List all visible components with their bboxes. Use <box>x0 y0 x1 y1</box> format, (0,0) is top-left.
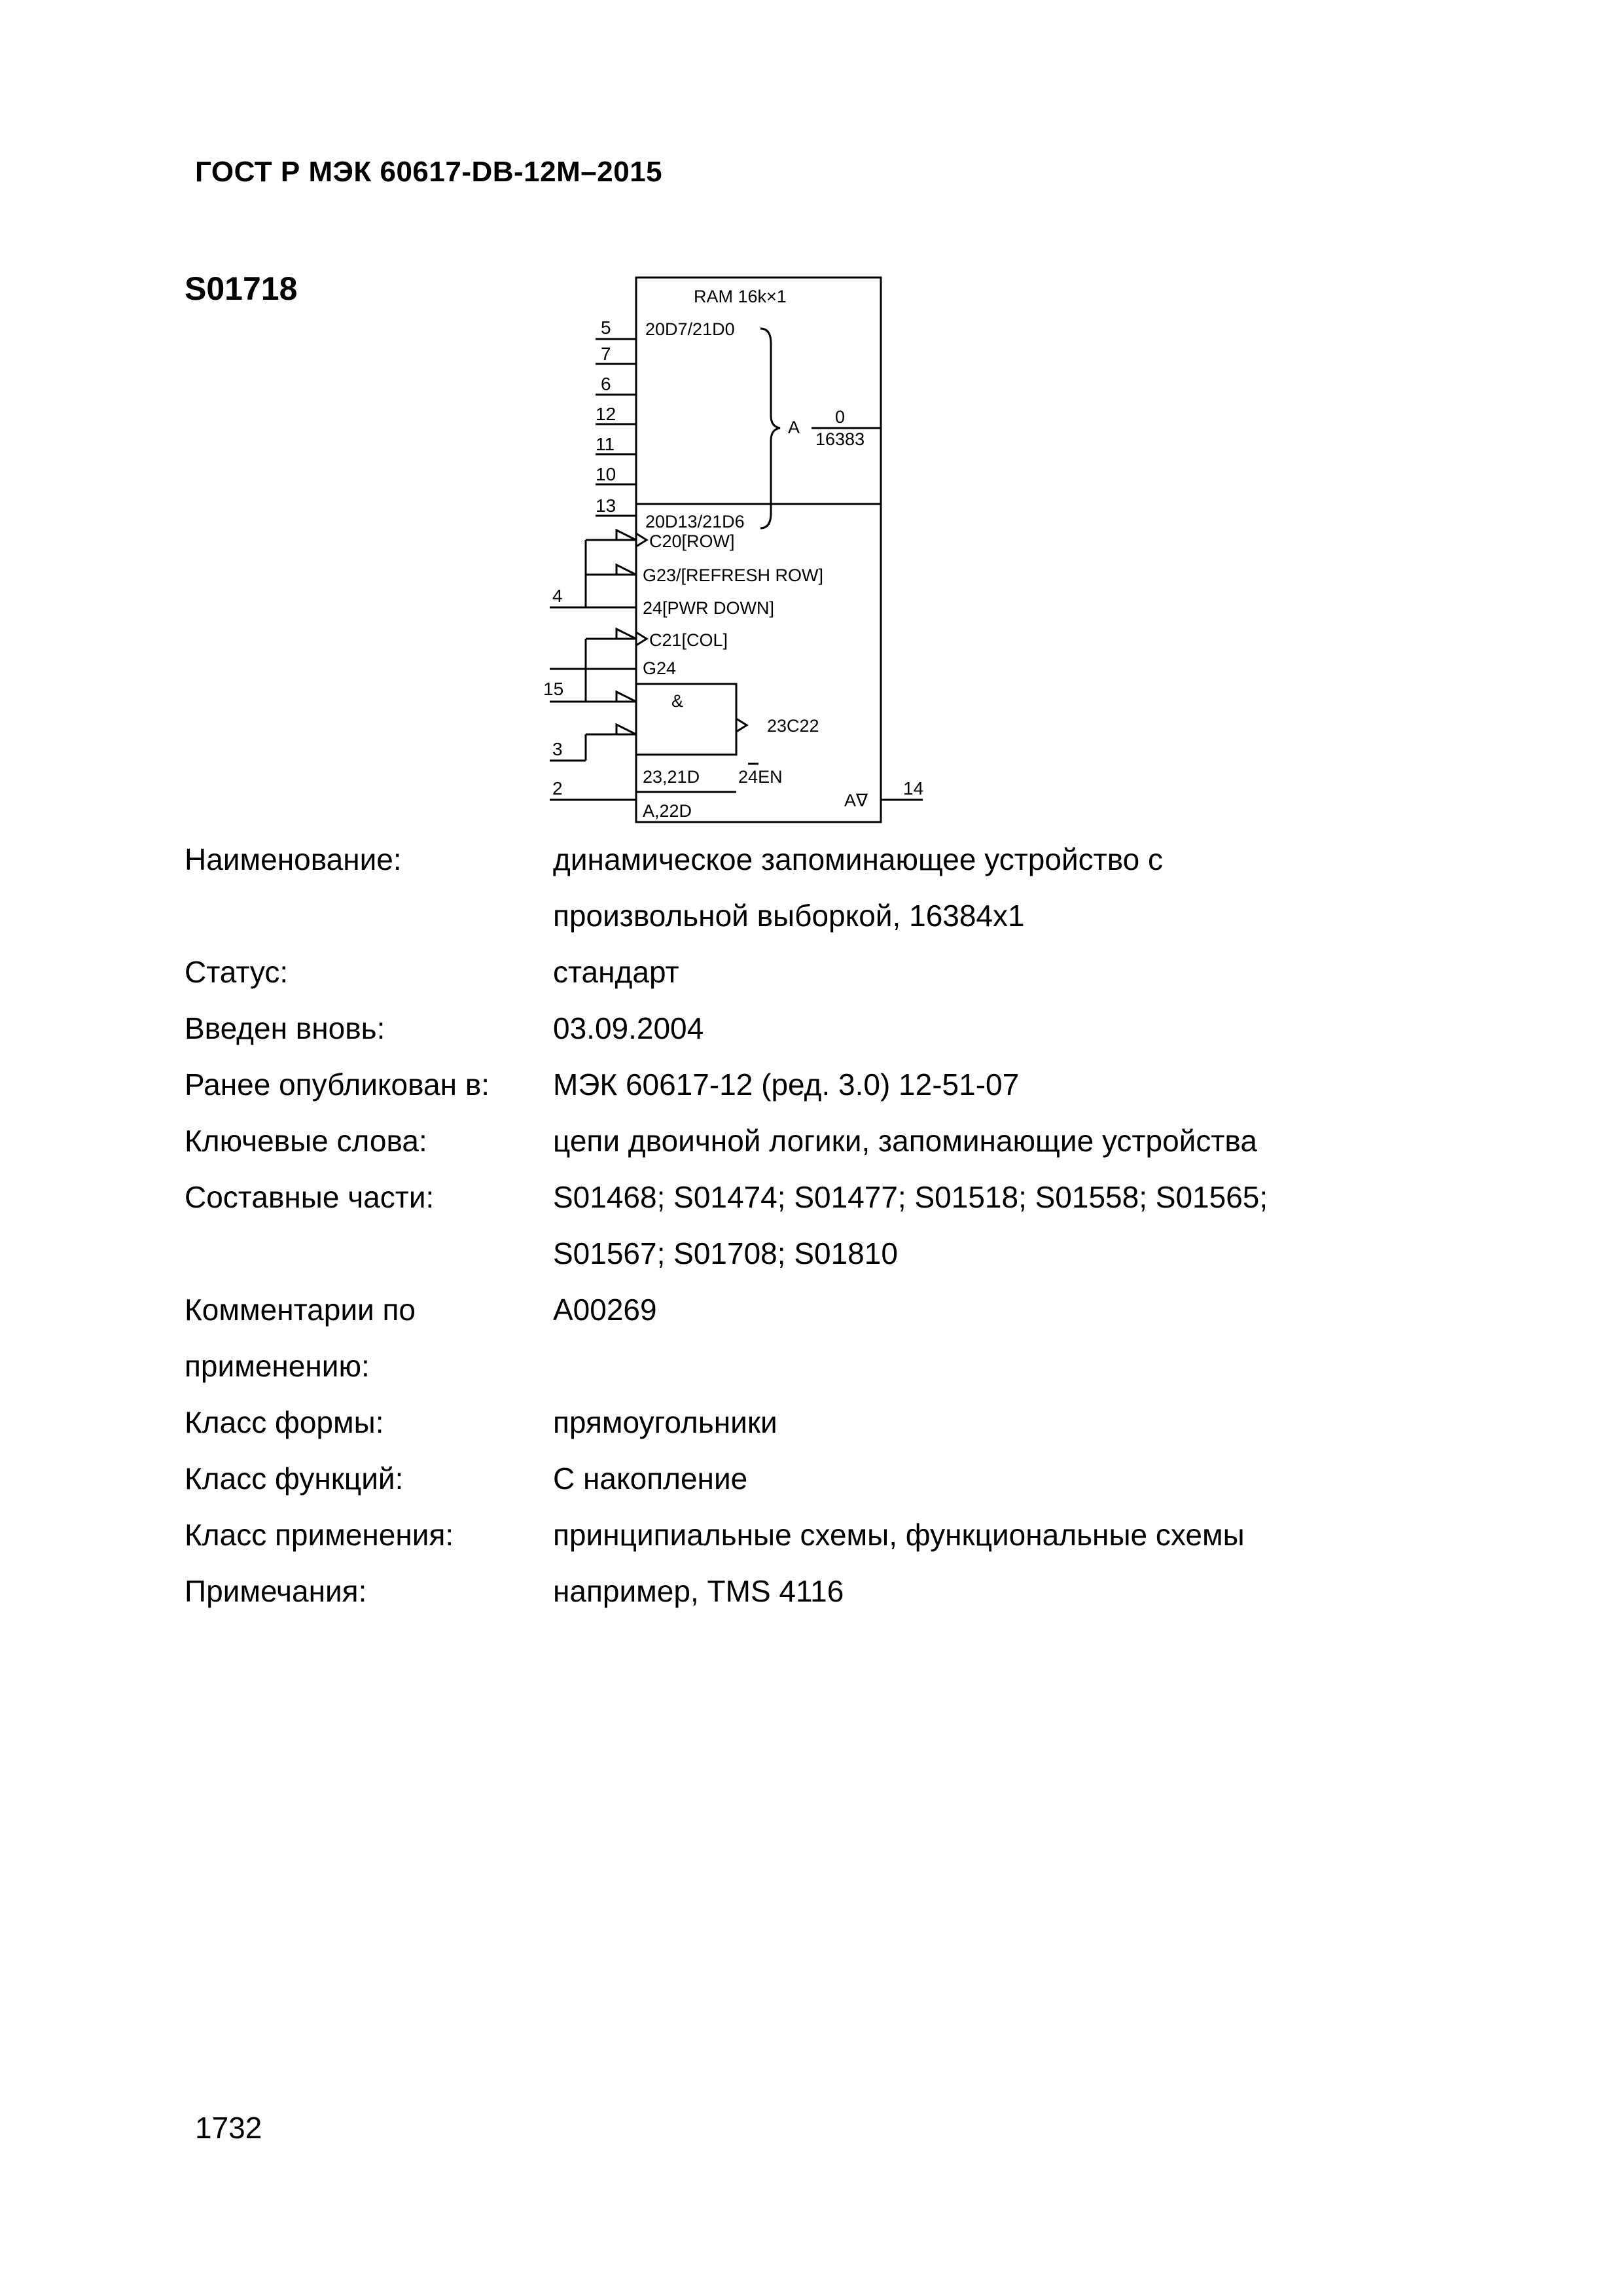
pin-6-label: 6 <box>601 374 611 394</box>
address-letter: A <box>788 418 800 437</box>
g23-negation-indicator <box>616 565 636 575</box>
and-label: & <box>671 691 684 711</box>
property-label: Статус: <box>185 955 289 989</box>
en-suffix: EN <box>758 767 783 787</box>
pin-11-label: 11 <box>596 434 615 454</box>
property-row <box>185 1563 1428 1619</box>
g23-label: G23/[REFRESH ROW] <box>643 565 824 585</box>
property-label: Наименование: <box>185 842 402 876</box>
property-row <box>185 1450 1428 1507</box>
property-value-line: принципиальные схемы, функциональные схемы <box>553 1518 1245 1552</box>
property-row <box>185 831 1428 944</box>
address-range-bottom: 16383 <box>815 429 865 449</box>
property-value-line: МЭК 60617-12 (ред. 3.0) 12-51-07 <box>553 1067 1020 1102</box>
en-label <box>738 767 783 787</box>
and-block <box>636 684 736 755</box>
pin-12-label: 12 <box>596 404 616 424</box>
ram-title: RAM 16k×1 <box>694 287 787 306</box>
page-number: 1732 <box>195 2111 262 2145</box>
ram-symbol-diagram <box>524 268 949 831</box>
pin-14-label: 14 <box>903 778 924 798</box>
properties-table <box>185 831 1428 1619</box>
a22d-label: A,22D <box>643 801 692 821</box>
pin-7-label: 7 <box>601 344 611 364</box>
property-value <box>553 1282 1428 1394</box>
property-value-line: прямоугольники <box>553 1405 777 1439</box>
data-in-label: 23,21D <box>643 767 700 787</box>
property-row <box>185 1282 1428 1394</box>
property-row <box>185 1507 1428 1563</box>
property-value-line: динамическое запоминающее устройство с <box>553 842 1163 876</box>
c20-label: C20[ROW] <box>649 531 735 551</box>
address-range-top: 0 <box>835 407 846 427</box>
property-label: Класс функций: <box>185 1462 404 1496</box>
23c22-output-indicator <box>736 719 747 732</box>
property-value <box>553 1113 1428 1169</box>
property-label: Класс формы: <box>185 1405 384 1439</box>
property-row <box>185 1000 1428 1056</box>
pin-4-label: 4 <box>552 586 563 606</box>
property-value <box>553 1169 1428 1282</box>
output-av-label: A∇ <box>844 791 868 810</box>
ram-symbol-svg <box>524 268 949 831</box>
property-value-line: цепи двоичной логики, запоминающие устройства <box>553 1124 1257 1158</box>
property-value <box>553 1450 1428 1507</box>
property-value <box>553 1507 1428 1563</box>
property-row <box>185 1056 1428 1113</box>
property-value-line: например, TMS 4116 <box>553 1574 844 1608</box>
property-label: Класс применения: <box>185 1518 454 1552</box>
property-label: Примечания: <box>185 1574 367 1608</box>
document-header: ГОСТ Р МЭК 60617-DB-12M–2015 <box>195 156 663 188</box>
pin-15-label: 15 <box>543 679 564 699</box>
en-overlined: 4 <box>748 767 758 787</box>
property-value <box>553 1000 1428 1056</box>
property-label: Ключевые слова: <box>185 1124 427 1158</box>
property-label: Комментарии по применению: <box>185 1293 416 1383</box>
property-value-line: S01567; S01708; S01810 <box>553 1236 898 1270</box>
c21-dynamic-input <box>636 632 647 645</box>
pin-10-label: 10 <box>596 464 616 484</box>
property-label: Составные части: <box>185 1180 435 1214</box>
property-row <box>185 1169 1428 1282</box>
pin-2-label: 2 <box>552 778 563 798</box>
symbol-code: S01718 <box>185 270 298 307</box>
property-value-line: A00269 <box>553 1293 657 1327</box>
property-value-line: стандарт <box>553 955 679 989</box>
property-value <box>553 1563 1428 1619</box>
c21-label: C21[COL] <box>649 630 728 650</box>
pin-5-label: 5 <box>601 317 611 338</box>
c20-negation-indicator <box>616 530 636 540</box>
property-row <box>185 944 1428 1000</box>
address-brace <box>760 329 780 528</box>
property-value-line: произвольной выборкой, 16384х1 <box>553 899 1025 933</box>
property-value-line: С накопление <box>553 1462 748 1496</box>
property-value <box>553 1056 1428 1113</box>
addr-label-top: 20D7/21D0 <box>645 319 735 339</box>
c21-negation-indicator <box>616 629 636 639</box>
and-negation-indicator <box>616 692 636 702</box>
property-label: Ранее опубликован в: <box>185 1067 490 1102</box>
property-row <box>185 1394 1428 1450</box>
property-value <box>553 831 1428 944</box>
property-label: Введен вновь: <box>185 1011 385 1045</box>
property-value-line: S01468; S01474; S01477; S01518; S01558; S01565; <box>553 1180 1268 1214</box>
property-value <box>553 944 1428 1000</box>
pin-3-label: 3 <box>552 739 563 759</box>
c22-label: 23C22 <box>767 716 819 736</box>
property-value <box>553 1394 1428 1450</box>
addr-label-bottom: 20D13/21D6 <box>645 512 745 531</box>
property-value-line: 03.09.2004 <box>553 1011 704 1045</box>
en-prefix: 2 <box>738 767 749 787</box>
pwr-down-label: 24[PWR DOWN] <box>643 598 775 618</box>
property-row <box>185 1113 1428 1169</box>
g24-label: G24 <box>643 658 677 678</box>
pin-13-label: 13 <box>596 495 616 516</box>
c20-dynamic-input <box>636 533 647 547</box>
write-enable-negation-indicator <box>616 725 636 734</box>
